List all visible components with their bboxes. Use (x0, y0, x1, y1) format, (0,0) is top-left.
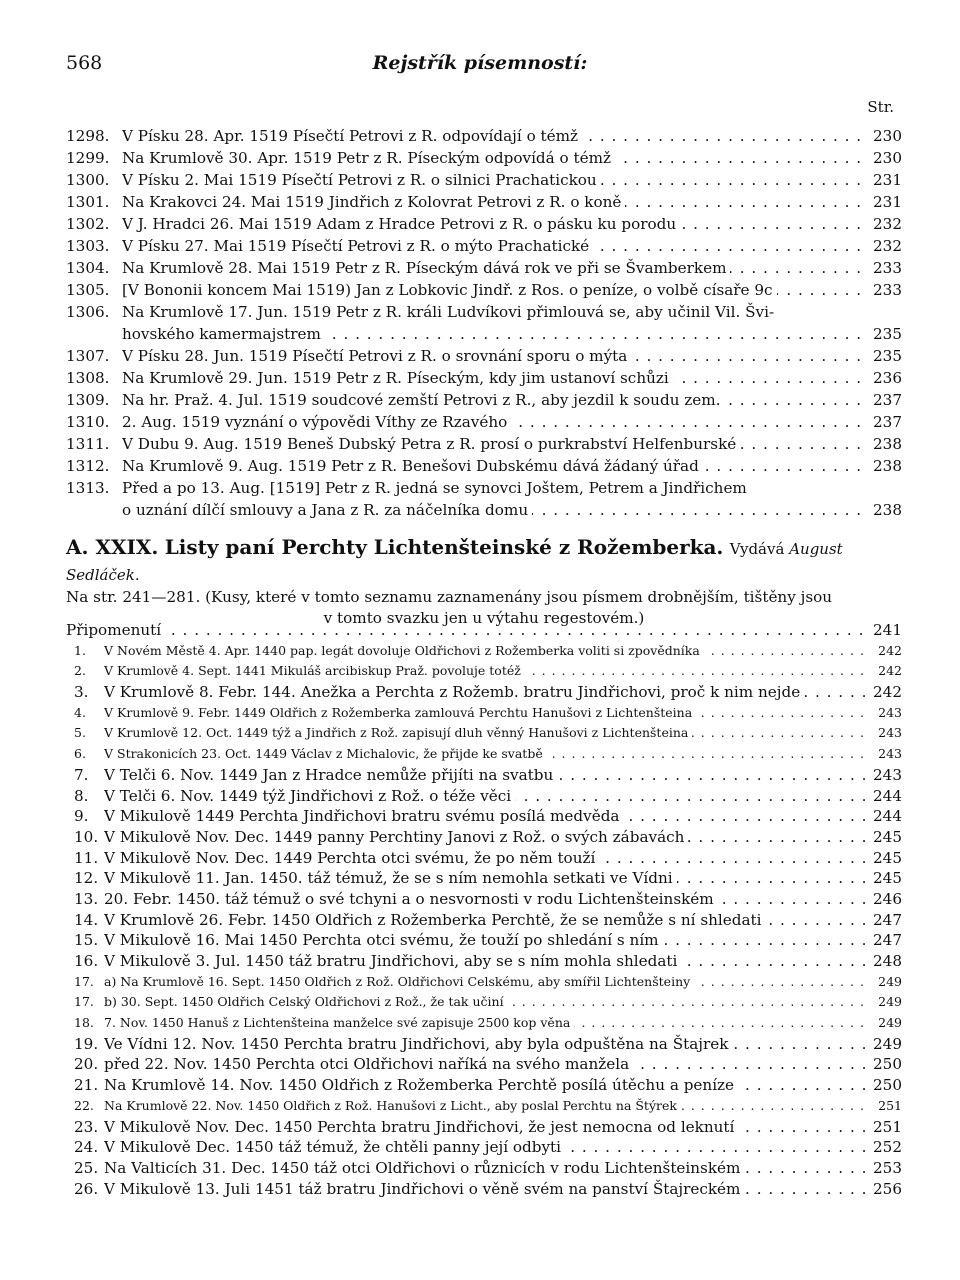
register-entry (66, 125, 902, 147)
register-entry (66, 323, 902, 345)
entry-text-wrap (122, 191, 866, 213)
entry-text: V Krumlově 8. Febr. 144. Anežka a Perchta z Rožemb. bratru Jindřichovi, proč k nim nejde (104, 683, 804, 701)
section-heading (66, 535, 902, 629)
entry-text-wrap (104, 1137, 866, 1158)
entry-text-wrap (104, 910, 866, 931)
register-entry (66, 499, 902, 521)
entry-text-wrap (104, 1158, 866, 1179)
entry-number: 25. (74, 1158, 99, 1177)
entry-text-wrap (104, 661, 866, 682)
entry-page: 249 (866, 992, 902, 1013)
entry-page: 231 (866, 169, 902, 191)
entry-number: 6. (74, 746, 86, 762)
entry-text-wrap (104, 682, 866, 703)
register-entry (66, 169, 902, 191)
register-entry (66, 910, 902, 931)
register-entry (66, 1013, 902, 1034)
entry-text: V Písku 2. Mai 1519 Písečtí Petrovi z R. o silnici Prachatickou (122, 171, 601, 189)
register-entry (66, 147, 902, 169)
entry-page: 236 (866, 367, 902, 389)
register-entry (66, 235, 902, 257)
entry-text: V Krumlově 26. Febr. 1450 Oldřich z Rožemberka Perchtě, že se nemůže s ní shledati (104, 911, 765, 929)
register-entry (66, 1137, 902, 1158)
entry-text: hovského kamermajstrem (122, 325, 325, 343)
entry-text: Na Krumlově 17. Jun. 1519 Petr z R. králi Ludvíkovi přimlouvá se, aby učinil Vil. Švi- (122, 303, 778, 321)
entry-page: 250 (866, 1075, 902, 1096)
entry-text: V Mikulově 13. Juli 1451 táž bratru Jindřichovi o věně svém na panství Štajreckém (104, 1180, 744, 1198)
register-entry (66, 455, 902, 477)
entry-page: 251 (866, 1117, 902, 1138)
editor-label: Vydává (729, 540, 785, 558)
entry-page: 244 (866, 786, 902, 807)
entry-page: 238 (866, 499, 902, 521)
entry-text: V Mikulově Dec. 1450 táž témuž, že chtěli panny její odbyti (104, 1138, 565, 1156)
register-entry (66, 301, 902, 323)
entry-page: 241 (866, 620, 902, 641)
entry-text-wrap (122, 323, 866, 345)
entry-page: 249 (866, 972, 902, 993)
register-list-2 (66, 620, 902, 1199)
entry-page: 232 (866, 235, 902, 257)
entry-number: 20. (74, 1055, 99, 1074)
entry-number: 3. (74, 683, 89, 702)
entry-text: V Mikulově 3. Jul. 1450 táž bratru Jindřichovi, aby se s ním mohla shledati (104, 952, 681, 970)
entry-page: 230 (866, 125, 902, 147)
entry-number: 24. (74, 1138, 99, 1157)
entry-number: 1299. (66, 149, 110, 167)
entry-text-wrap (104, 1117, 866, 1138)
register-entry (66, 951, 902, 972)
entry-text-wrap (122, 147, 866, 169)
section-title-line (66, 535, 902, 587)
entry-number: 1311. (66, 435, 110, 453)
entry-number: 5. (74, 725, 86, 741)
entry-text: Před a po 13. Aug. [1519] Petr z R. jedná se synovci Joštem, Petrem a Jindřichem (122, 479, 751, 497)
entry-page: 243 (866, 765, 902, 786)
entry-text: Připomenutí (66, 621, 165, 639)
entry-page: 256 (866, 1179, 902, 1200)
entry-page: 245 (866, 868, 902, 889)
entry-page: 242 (866, 641, 902, 662)
entry-text-wrap (104, 848, 866, 869)
entry-number: 1. (74, 642, 86, 658)
entry-page: 243 (866, 723, 902, 744)
entry-text-wrap (104, 723, 866, 744)
running-head: Rejstřík písemností: (372, 52, 588, 74)
entry-text: V Krumlově 4. Sept. 1441 Mikuláš arcibiskup Praž. povoluje totéž (104, 663, 525, 678)
entry-page: 235 (866, 323, 902, 345)
register-entry (66, 367, 902, 389)
entry-page: 245 (866, 848, 902, 869)
entry-text-wrap (122, 455, 866, 477)
entry-number: 21. (74, 1076, 99, 1095)
register-entry (66, 972, 902, 993)
register-entry (66, 703, 902, 724)
entry-page: 231 (866, 191, 902, 213)
entry-number: 16. (74, 952, 99, 970)
entry-text-wrap (104, 1075, 866, 1096)
entry-text-wrap (104, 951, 866, 972)
entry-text-wrap (122, 301, 866, 323)
entry-text-wrap (66, 620, 866, 641)
section-note-line-2: v tomto svazku jen u výtahu regestovém.) (323, 609, 645, 627)
entry-text-wrap (122, 213, 866, 235)
entry-text-wrap (104, 1179, 866, 1200)
entry-text: Na hr. Praž. 4. Jul. 1519 soudcové zemští Petrovi z R., aby jezdil k soudu zem. (122, 391, 725, 409)
entry-number: 8. (74, 786, 89, 805)
register-entry (66, 1034, 902, 1055)
entry-text: [V Bononii koncem Mai 1519) Jan z Lobkovic Jindř. z Ros. o peníze, o volbě císaře 9c (122, 281, 777, 299)
entry-number: 1300. (66, 171, 110, 189)
entry-page: 233 (866, 279, 902, 301)
entry-text-wrap (122, 499, 866, 521)
entry-page: 235 (866, 345, 902, 367)
entry-page: 242 (866, 661, 902, 682)
register-entry (66, 723, 902, 744)
register-entry (66, 433, 902, 455)
entry-text: 7. Nov. 1450 Hanuš z Lichtenšteina manželce své zapisuje 2500 kop věna (104, 1015, 574, 1030)
entry-number: 17. (74, 973, 94, 989)
register-entry (66, 868, 902, 889)
entry-page: 253 (866, 1158, 902, 1179)
entry-text-wrap (122, 389, 866, 411)
register-entry (66, 1117, 902, 1138)
register-entry (66, 930, 902, 951)
entry-text: V Mikulově Nov. Dec. 1449 panny Perchtiny Janovi z Rož. o svých zábavách (104, 828, 688, 846)
entry-number: 9. (74, 807, 89, 826)
entry-number: 26. (74, 1179, 99, 1198)
entry-number: 1304. (66, 259, 110, 277)
entry-text: V Písku 27. Mai 1519 Písečtí Petrovi z R. o mýto Prachatické (122, 237, 593, 255)
entry-page: 249 (866, 1013, 902, 1034)
entry-text: b) 30. Sept. 1450 Oldřich Celský Oldřichovi z Rož., že tak učiní (104, 994, 508, 1009)
entry-text-wrap (104, 827, 866, 848)
register-entry (66, 411, 902, 433)
entry-text-wrap (104, 765, 866, 786)
register-entry (66, 389, 902, 411)
entry-text: a) Na Krumlově 16. Sept. 1450 Oldřich z Rož. Oldřichovi Celskému, aby smířil Lichtenšteiny (104, 974, 694, 989)
entry-page: 250 (866, 1054, 902, 1075)
register-entry (66, 889, 902, 910)
entry-page: 232 (866, 213, 902, 235)
entry-text-wrap (104, 868, 866, 889)
register-entry (66, 786, 902, 807)
entry-number: 1312. (66, 457, 110, 475)
entry-number: 17. (74, 994, 94, 1010)
register-entry (66, 848, 902, 869)
entry-text: 20. Febr. 1450. táž témuž o své tchyni a o nesvornosti v rodu Lichtenšteinském (104, 890, 718, 908)
register-entry (66, 620, 902, 641)
entry-text-wrap (104, 992, 866, 1013)
entry-page: 243 (866, 744, 902, 765)
entry-text-wrap (104, 786, 866, 807)
entry-number: 1306. (66, 303, 110, 321)
entry-page (866, 301, 902, 323)
entry-page: 245 (866, 827, 902, 848)
entry-text: V Písku 28. Apr. 1519 Písečtí Petrovi z R. odpovídají o témž (122, 127, 582, 145)
editor-name: August Sedláček. (66, 540, 843, 584)
entry-text: V J. Hradci 26. Mai 1519 Adam z Hradce Petrovi z R. o pásku ku porodu (122, 215, 680, 233)
entry-page: 242 (866, 682, 902, 703)
register-entry (66, 827, 902, 848)
entry-page: 251 (866, 1096, 902, 1117)
entry-text-wrap (104, 889, 866, 910)
section-title: Listy paní Perchty Lichtenšteinské z Rožemberka. (164, 535, 724, 559)
entry-text-wrap (104, 1096, 866, 1117)
entry-text: V Telči 6. Nov. 1449 Jan z Hradce nemůže přijíti na svatbu (104, 766, 557, 784)
entry-page: 233 (866, 257, 902, 279)
entry-number: 18. (74, 1015, 94, 1031)
register-entry (66, 213, 902, 235)
entry-page (866, 477, 902, 499)
register-entry (66, 682, 902, 703)
entry-text-wrap (104, 744, 866, 765)
entry-page: 238 (866, 433, 902, 455)
entry-text: V Mikulově 16. Mai 1450 Perchta otci svému, že touží po shledání s ním (104, 931, 663, 949)
entry-number: 13. (74, 889, 99, 908)
entry-page: 247 (866, 910, 902, 931)
entry-number: 2. (74, 663, 86, 679)
register-entry (66, 1054, 902, 1075)
entry-number: 7. (74, 765, 89, 784)
entry-number: 4. (74, 704, 86, 720)
entry-number: 11. (74, 848, 99, 867)
section-prefix: A. XXIX. (66, 535, 159, 559)
entry-text: V Mikulově Nov. Dec. 1450 Perchta bratru Jindřichovi, že jest nemocna od leknutí (104, 1118, 738, 1136)
entry-number: 14. (74, 910, 99, 929)
entry-text: Na Krumlově 22. Nov. 1450 Oldřich z Rož. Hanušovi z Licht., aby poslal Perchtu na Štýrek (104, 1098, 681, 1113)
entry-text-wrap (104, 1013, 866, 1034)
entry-text-wrap (104, 806, 866, 827)
entry-text-wrap (104, 972, 866, 993)
entry-text: V Krumlově 9. Febr. 1449 Oldřich z Rožemberka zamlouvá Perchtu Hanušovi z Lichtenšteina (104, 705, 696, 720)
entry-text-wrap (104, 641, 866, 662)
entry-number: 23. (74, 1117, 99, 1136)
entry-number: 10. (74, 827, 99, 846)
entry-text: Na Krumlově 30. Apr. 1519 Petr z R. Píseckým odpovídá o témž (122, 149, 615, 167)
entry-text: Na Krumlově 14. Nov. 1450 Oldřich z Rožemberka Perchtě posílá útěchu a peníze (104, 1076, 738, 1094)
entry-page: 246 (866, 889, 902, 910)
entry-text: V Telči 6. Nov. 1449 týž Jindřichovi z Rož. o téže věci (104, 787, 515, 805)
register-entry (66, 1075, 902, 1096)
entry-page: 237 (866, 411, 902, 433)
register-entry (66, 1096, 902, 1117)
register-entry (66, 744, 902, 765)
register-entry (66, 661, 902, 682)
section-note-line-1: Na str. 241—281. (Kusy, které v tomto seznamu zaznamenány jsou písmem drobnějším, tištěny jsou (66, 588, 833, 606)
entry-text: Na Valticích 31. Dec. 1450 táž otci Oldřichovi o různicích v rodu Lichtenšteinském (104, 1159, 744, 1177)
entry-number: 1301. (66, 193, 110, 211)
entry-text: V Novém Městě 4. Apr. 1440 pap. legát dovoluje Oldřichovi z Rožemberka voliti si zpovědníka (104, 643, 704, 658)
entry-text: o uznání dílčí smlouvy a Jana z R. za náčelníka domu (122, 501, 532, 519)
entry-text: V Strakonicích 23. Oct. 1449 Václav z Michalovic, že přijde ke svatbě (104, 746, 547, 761)
entry-text: V Krumlově 12. Oct. 1449 týž a Jindřich z Rož. zapisují dluh věnný Hanušovi z Lichtenšteina (104, 725, 692, 740)
entry-text: V Dubu 9. Aug. 1519 Beneš Dubský Petra z R. prosí o purkrabství Helfenburské (122, 435, 740, 453)
entry-text: V Mikulově 1449 Perchta Jindřichovi bratru svému posílá medvěda (104, 807, 623, 825)
register-entry (66, 765, 902, 786)
entry-text: Na Krumlově 9. Aug. 1519 Petr z R. Benešovi Dubskému dává žádaný úřad (122, 457, 703, 475)
entry-text-wrap (104, 1054, 866, 1075)
entry-number: 1302. (66, 215, 110, 233)
entry-text-wrap (122, 411, 866, 433)
entry-text-wrap (122, 279, 866, 301)
entry-text-wrap (104, 930, 866, 951)
entry-text-wrap (122, 433, 866, 455)
entry-text-wrap (122, 257, 866, 279)
register-entry (66, 279, 902, 301)
page-number: 568 (66, 52, 103, 74)
entry-text-wrap (122, 367, 866, 389)
entry-text: Ve Vídni 12. Nov. 1450 Perchta bratru Jindřichovi, aby byla odpuštěna na Štajrek (104, 1035, 732, 1053)
entry-text-wrap (122, 125, 866, 147)
entry-text: Na Krumlově 29. Jun. 1519 Petr z R. Píseckým, kdy jim ustanoví schůzi (122, 369, 673, 387)
register-entry (66, 257, 902, 279)
entry-text: Na Krakovci 24. Mai 1519 Jindřich z Kolovrat Petrovi z R. o koně (122, 193, 625, 211)
entry-page: 249 (866, 1034, 902, 1055)
entry-page: 243 (866, 703, 902, 724)
entry-text-wrap (122, 235, 866, 257)
register-entry (66, 191, 902, 213)
register-entry (66, 641, 902, 662)
entry-number: 1309. (66, 391, 110, 409)
entry-number: 15. (74, 931, 99, 950)
register-entry (66, 806, 902, 827)
entry-text: 2. Aug. 1519 vyznání o výpovědi Víthy ze Rzavého (122, 413, 511, 431)
entry-number: 1308. (66, 369, 110, 387)
entry-text-wrap (122, 345, 866, 367)
entry-page: 252 (866, 1137, 902, 1158)
entry-page: 244 (866, 806, 902, 827)
entry-number: 1307. (66, 347, 110, 365)
entry-text-wrap (104, 703, 866, 724)
register-entry (66, 477, 902, 499)
entry-page: 230 (866, 147, 902, 169)
register-entry (66, 992, 902, 1013)
entry-number: 19. (74, 1034, 99, 1053)
entry-text: V Mikulově Nov. Dec. 1449 Perchta otci svému, že po něm touží (104, 849, 599, 867)
entry-page: 237 (866, 389, 902, 411)
entry-number: 12. (74, 869, 99, 888)
entry-number: 1303. (66, 237, 110, 255)
entry-number: 1310. (66, 413, 110, 431)
entry-page: 248 (866, 951, 902, 972)
register-list-1 (66, 125, 902, 521)
entry-page: 238 (866, 455, 902, 477)
page-column-label: Str. (867, 98, 894, 116)
entry-text-wrap (122, 169, 866, 191)
entry-page: 247 (866, 930, 902, 951)
entry-text: před 22. Nov. 1450 Perchta otci Oldřichovi naříká na svého manžela (104, 1055, 633, 1073)
entry-number: 1305. (66, 281, 110, 299)
register-entry (66, 345, 902, 367)
entry-number: 22. (74, 1097, 94, 1113)
register-entry (66, 1158, 902, 1179)
entry-number: 1313. (66, 479, 110, 497)
entry-text-wrap (122, 477, 866, 499)
entry-text: Na Krumlově 28. Mai 1519 Petr z R. Píseckým dává rok ve při se Švamberkem (122, 259, 730, 277)
entry-text: V Písku 28. Jun. 1519 Písečtí Petrovi z R. o srovnání sporu o mýta (122, 347, 631, 365)
entry-text: V Mikulově 11. Jan. 1450. táž témuž, že se s ním nemohla setkati ve Vídni (104, 869, 677, 887)
entry-text-wrap (104, 1034, 866, 1055)
entry-number: 1298. (66, 127, 110, 145)
register-entry (66, 1179, 902, 1200)
